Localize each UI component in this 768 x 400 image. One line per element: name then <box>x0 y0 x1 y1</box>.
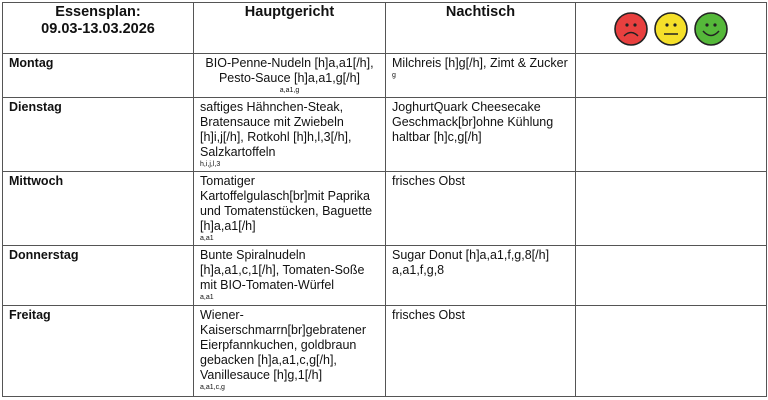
dessert-cell <box>386 246 576 306</box>
title-label: Essensplan: <box>55 4 141 20</box>
allergens: a,a1 <box>200 235 214 242</box>
allergens: g <box>392 72 396 79</box>
dessert-text: Milchreis [h]g[/h], Zimt & Zucker <box>392 56 568 70</box>
rating-cell[interactable] <box>576 98 767 172</box>
main-dish-cell <box>194 98 386 172</box>
table-row <box>3 98 767 172</box>
main-dish-text: saftiges Hähnchen-Steak, Bratensauce mit Zwiebeln [h]i,j[/h], Rotkohl [h]h,l,3[/h], Salzkartoffeln <box>200 100 352 159</box>
allergens: a,a1,f,g,8 <box>392 263 445 277</box>
rating-cell[interactable] <box>576 246 767 306</box>
rating-cell[interactable] <box>576 306 767 397</box>
main-dish-text: Bunte Spiralnudeln [h]a,a1,c,1[/h], Tomaten-Soße mit BIO-Tomaten-Würfel <box>200 248 365 292</box>
dessert-cell: frisches Obst <box>386 306 576 397</box>
happy-face-icon[interactable] <box>693 11 729 47</box>
allergens: h,i,j,l,3 <box>200 161 221 168</box>
main-dish-text: Wiener-Kaiserschmarrn[br]gebratener Eierpfannkuchen, goldbraun gebacken [h]a,a1,c,g[/h], Vanillesauce [h]g,1[/h] <box>200 308 367 382</box>
dessert-cell <box>386 54 576 98</box>
plan-title <box>3 3 194 54</box>
main-dish-cell <box>194 54 386 98</box>
dessert-cell: frisches Obst <box>386 172 576 246</box>
table-row <box>3 172 767 246</box>
rating-cell[interactable] <box>576 172 767 246</box>
main-dish-text: Tomatiger Kartoffelgulasch[br]mit Paprika und Tomatenstücken, Baguette [h]a,a1[/h] <box>200 174 373 233</box>
table-row <box>3 54 767 98</box>
main-dish-text: BIO-Penne-Nudeln [h]a,a1[/h], Pesto-Sauce [h]a,a1,g[/h] <box>205 56 374 85</box>
table-row <box>3 246 767 306</box>
allergens: a,a1,c,g <box>200 384 225 391</box>
dessert-text: Sugar Donut [h]a,a1,f,g,8[/h] <box>392 248 550 262</box>
day-cell: Donnerstag <box>3 246 194 306</box>
header-row <box>3 3 767 54</box>
sad-face-icon[interactable] <box>613 11 649 47</box>
main-dish-cell <box>194 306 386 397</box>
day-cell: Dienstag <box>3 98 194 172</box>
header-dessert: Nachtisch <box>386 3 576 54</box>
menu-table <box>2 2 767 397</box>
dessert-cell <box>386 98 576 172</box>
header-rating <box>576 3 767 54</box>
header-main-dish: Hauptgericht <box>194 3 386 54</box>
day-cell: Mittwoch <box>3 172 194 246</box>
day-cell: Freitag <box>3 306 194 397</box>
day-cell: Montag <box>3 54 194 98</box>
dessert-text: JoghurtQuark Cheesecake Geschmack[br]ohne Kühlung haltbar [h]c,g[/h] <box>392 100 554 144</box>
table-row <box>3 306 767 397</box>
main-dish-cell <box>194 246 386 306</box>
neutral-face-icon[interactable] <box>653 11 689 47</box>
date-range: 09.03-13.03.2026 <box>41 21 155 37</box>
rating-cell[interactable] <box>576 54 767 98</box>
allergens: a,a1,g <box>279 87 300 94</box>
main-dish-cell <box>194 172 386 246</box>
allergens: a,a1 <box>200 294 214 301</box>
